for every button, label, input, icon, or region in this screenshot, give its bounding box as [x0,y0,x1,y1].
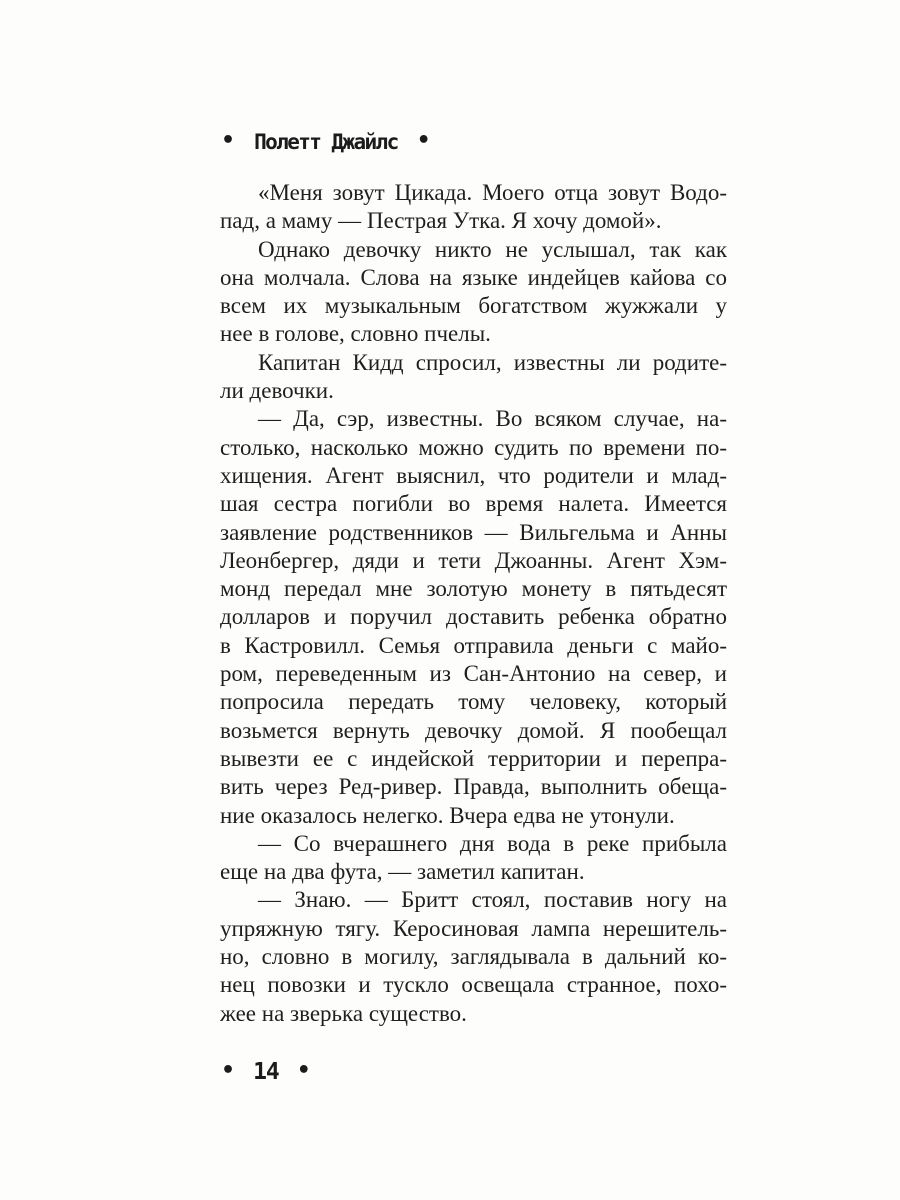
text-line: в Кастровилл. Семья отправила деньги с майо- [220,632,727,658]
text-line: пад, а маму — Пестрая Утка. Я хочу домой». [220,208,662,234]
text-line: Леонбергер, дяди и тети Джоанны. Агент Хэм- [220,547,727,573]
text-line: ли девочки. [220,378,334,404]
text-line: шая сестра погибли во время налета. Имеется [220,491,727,517]
footer-bullet-left-icon: • [221,1058,236,1083]
text-line: она молчала. Слова на языке индейцев кайова со [220,264,727,290]
text-line: нец повозки и тускло освещала странное, похо- [220,972,727,998]
text-line: столько, насколько можно судить по времени по- [220,434,727,460]
text-line: заявление родственников — Вильгельма и Анны [220,519,727,545]
running-header [221,130,431,154]
header-bullet-left-icon: • [221,128,236,153]
text-line: Капитан Кидд спросил, известны ли родите- [258,349,727,375]
text-line: ром, переведенным из Сан-Антонио на север, и [220,661,727,687]
text-line: нее в голове, словно пчелы. [220,321,491,347]
text-line: монд передал мне золотую монету в пятьдесят [220,576,727,602]
running-footer [221,1060,311,1084]
footer-bullet-right-icon: • [296,1058,311,1083]
body-text [220,179,727,1028]
text-line: попросила передать тому человеку, который [220,689,727,715]
text-line: Однако девочку никто не услышал, так как [258,236,727,262]
text-line: ние оказалось нелегко. Вчера едва не утонули. [220,802,675,828]
text-line: — Да, сэр, известны. Во всяком случае, на- [258,406,727,432]
text-line: жее на зверька существо. [220,1000,467,1026]
text-line: всем их музыкальным богатством жужжали у [220,293,727,319]
text-line: хищения. Агент выяснил, что родители и млад- [220,462,727,488]
text-line: упряжную тягу. Керосиновая лампа нерешитель- [220,915,727,941]
page-number: 14 [253,1059,279,1085]
text-line: вить через Ред-ривер. Правда, выполнить обеща- [220,774,727,800]
text-line: возьмется вернуть девочку домой. Я пообещал [220,717,727,743]
text-line: — Знаю. — Бритт стоял, поставив ногу на [258,887,727,913]
author-name: Полетт Джайлс [254,130,398,154]
text-line: — Со вчерашнего дня вода в реке прибыла [258,830,727,856]
text-line: но, словно в могилу, заглядывала в дальний ко- [220,944,727,970]
text-line: еще на два фута, — заметил капитан. [220,859,585,885]
text-line: долларов и поручил доставить ребенка обратно [220,604,727,630]
text-line: вывезти ее с индейской территории и перепра- [220,745,727,771]
text-line: «Меня зовут Цикада. Моего отца зовут Водо- [258,180,727,205]
header-bullet-right-icon: • [416,128,431,153]
